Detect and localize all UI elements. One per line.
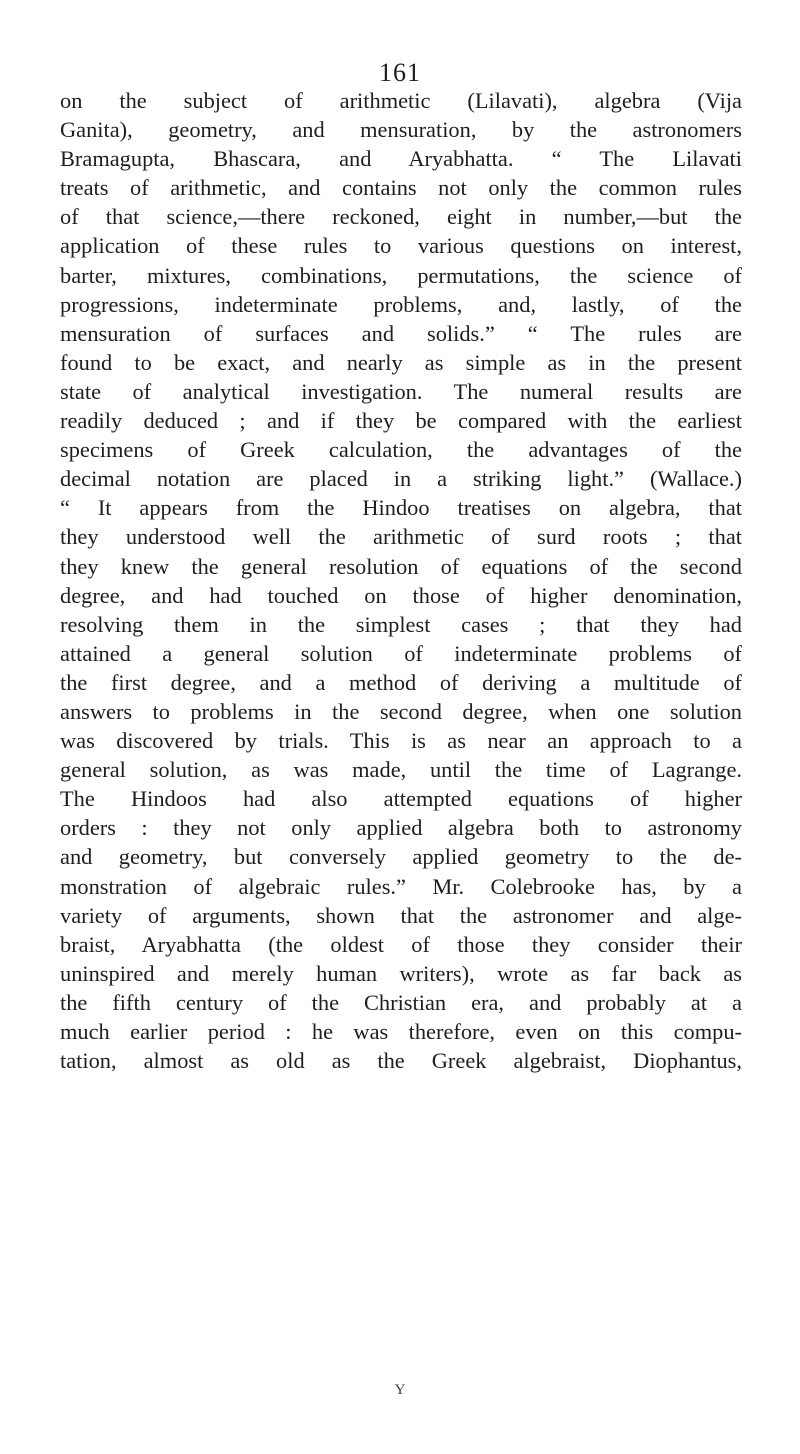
text-line: orders : they not only applied algebra both to astronomy <box>60 815 742 841</box>
text-line: state of analytical investigation. The numeral results are <box>60 378 742 404</box>
text-line: braist, Aryabhatta (the oldest of those they consider their <box>60 931 742 957</box>
text-line: resolving them in the simplest cases ; that they had <box>60 611 742 637</box>
text-line: on the subject of arithmetic (Lilavati), algebra (Vija <box>60 88 742 113</box>
text-line: answers to problems in the second degree, when one solution <box>60 698 742 724</box>
text-line: and geometry, but conversely applied geometry to the de- <box>60 844 742 870</box>
text-line: readily deduced ; and if they be compared with the earliest <box>60 408 742 434</box>
text-line: variety of arguments, shown that the astronomer and alge- <box>60 902 742 928</box>
text-line: was discovered by trials. This is as near an approach to a <box>60 728 742 754</box>
text-line: they understood well the arithmetic of surd roots ; that <box>60 524 742 550</box>
text-line: specimens of Greek calculation, the advantages of the <box>60 437 742 463</box>
text-line: general solution, as was made, until the time of Lagrange. <box>60 757 742 783</box>
text-line: The Hindoos had also attempted equations of higher <box>60 786 742 812</box>
text-line: attained a general solution of indeterminate problems of <box>60 640 742 666</box>
text-line: “ It appears from the Hindoo treatises on algebra, that <box>60 495 742 521</box>
text-line: decimal notation are placed in a striking light.” (Wallace.) <box>60 466 742 492</box>
signature-mark: Y <box>394 1382 406 1398</box>
body-text <box>60 86 742 1075</box>
text-line: they knew the general resolution of equations of the second <box>60 553 742 579</box>
text-line: monstration of algebraic rules.” Mr. Colebrooke has, by a <box>60 873 742 899</box>
text-line: Ganita), geometry, and mensuration, by the astronomers <box>60 117 742 143</box>
text-line: uninspired and merely human writers), wrote as far back as <box>60 960 742 986</box>
text-line: the first degree, and a method of deriving a multitude of <box>60 669 742 695</box>
text-line: mensuration of surfaces and solids.” “ The rules are <box>60 320 742 346</box>
text-line: degree, and had touched on those of higher denomination, <box>60 582 742 608</box>
text-line: treats of arithmetic, and contains not only the common rules <box>60 175 742 201</box>
text-line: progressions, indeterminate problems, and, lastly, of the <box>60 291 742 317</box>
text-line: the fifth century of the Christian era, and probably at a <box>60 989 742 1015</box>
text-line: application of these rules to various questions on interest, <box>60 233 742 259</box>
page-number: 161 <box>379 58 421 87</box>
text-line: barter, mixtures, combinations, permutations, the science of <box>60 262 742 288</box>
text-line: tation, almost as old as the Greek algebraist, Diophantus, <box>60 1048 742 1074</box>
text-line: much earlier period : he was therefore, even on this compu- <box>60 1019 742 1044</box>
text-line: Bramagupta, Bhascara, and Aryabhatta. “ The Lilavati <box>60 146 742 172</box>
text-line: of that science,—there reckoned, eight in number,—but the <box>60 204 742 230</box>
text-line: found to be exact, and nearly as simple as in the present <box>60 349 742 375</box>
